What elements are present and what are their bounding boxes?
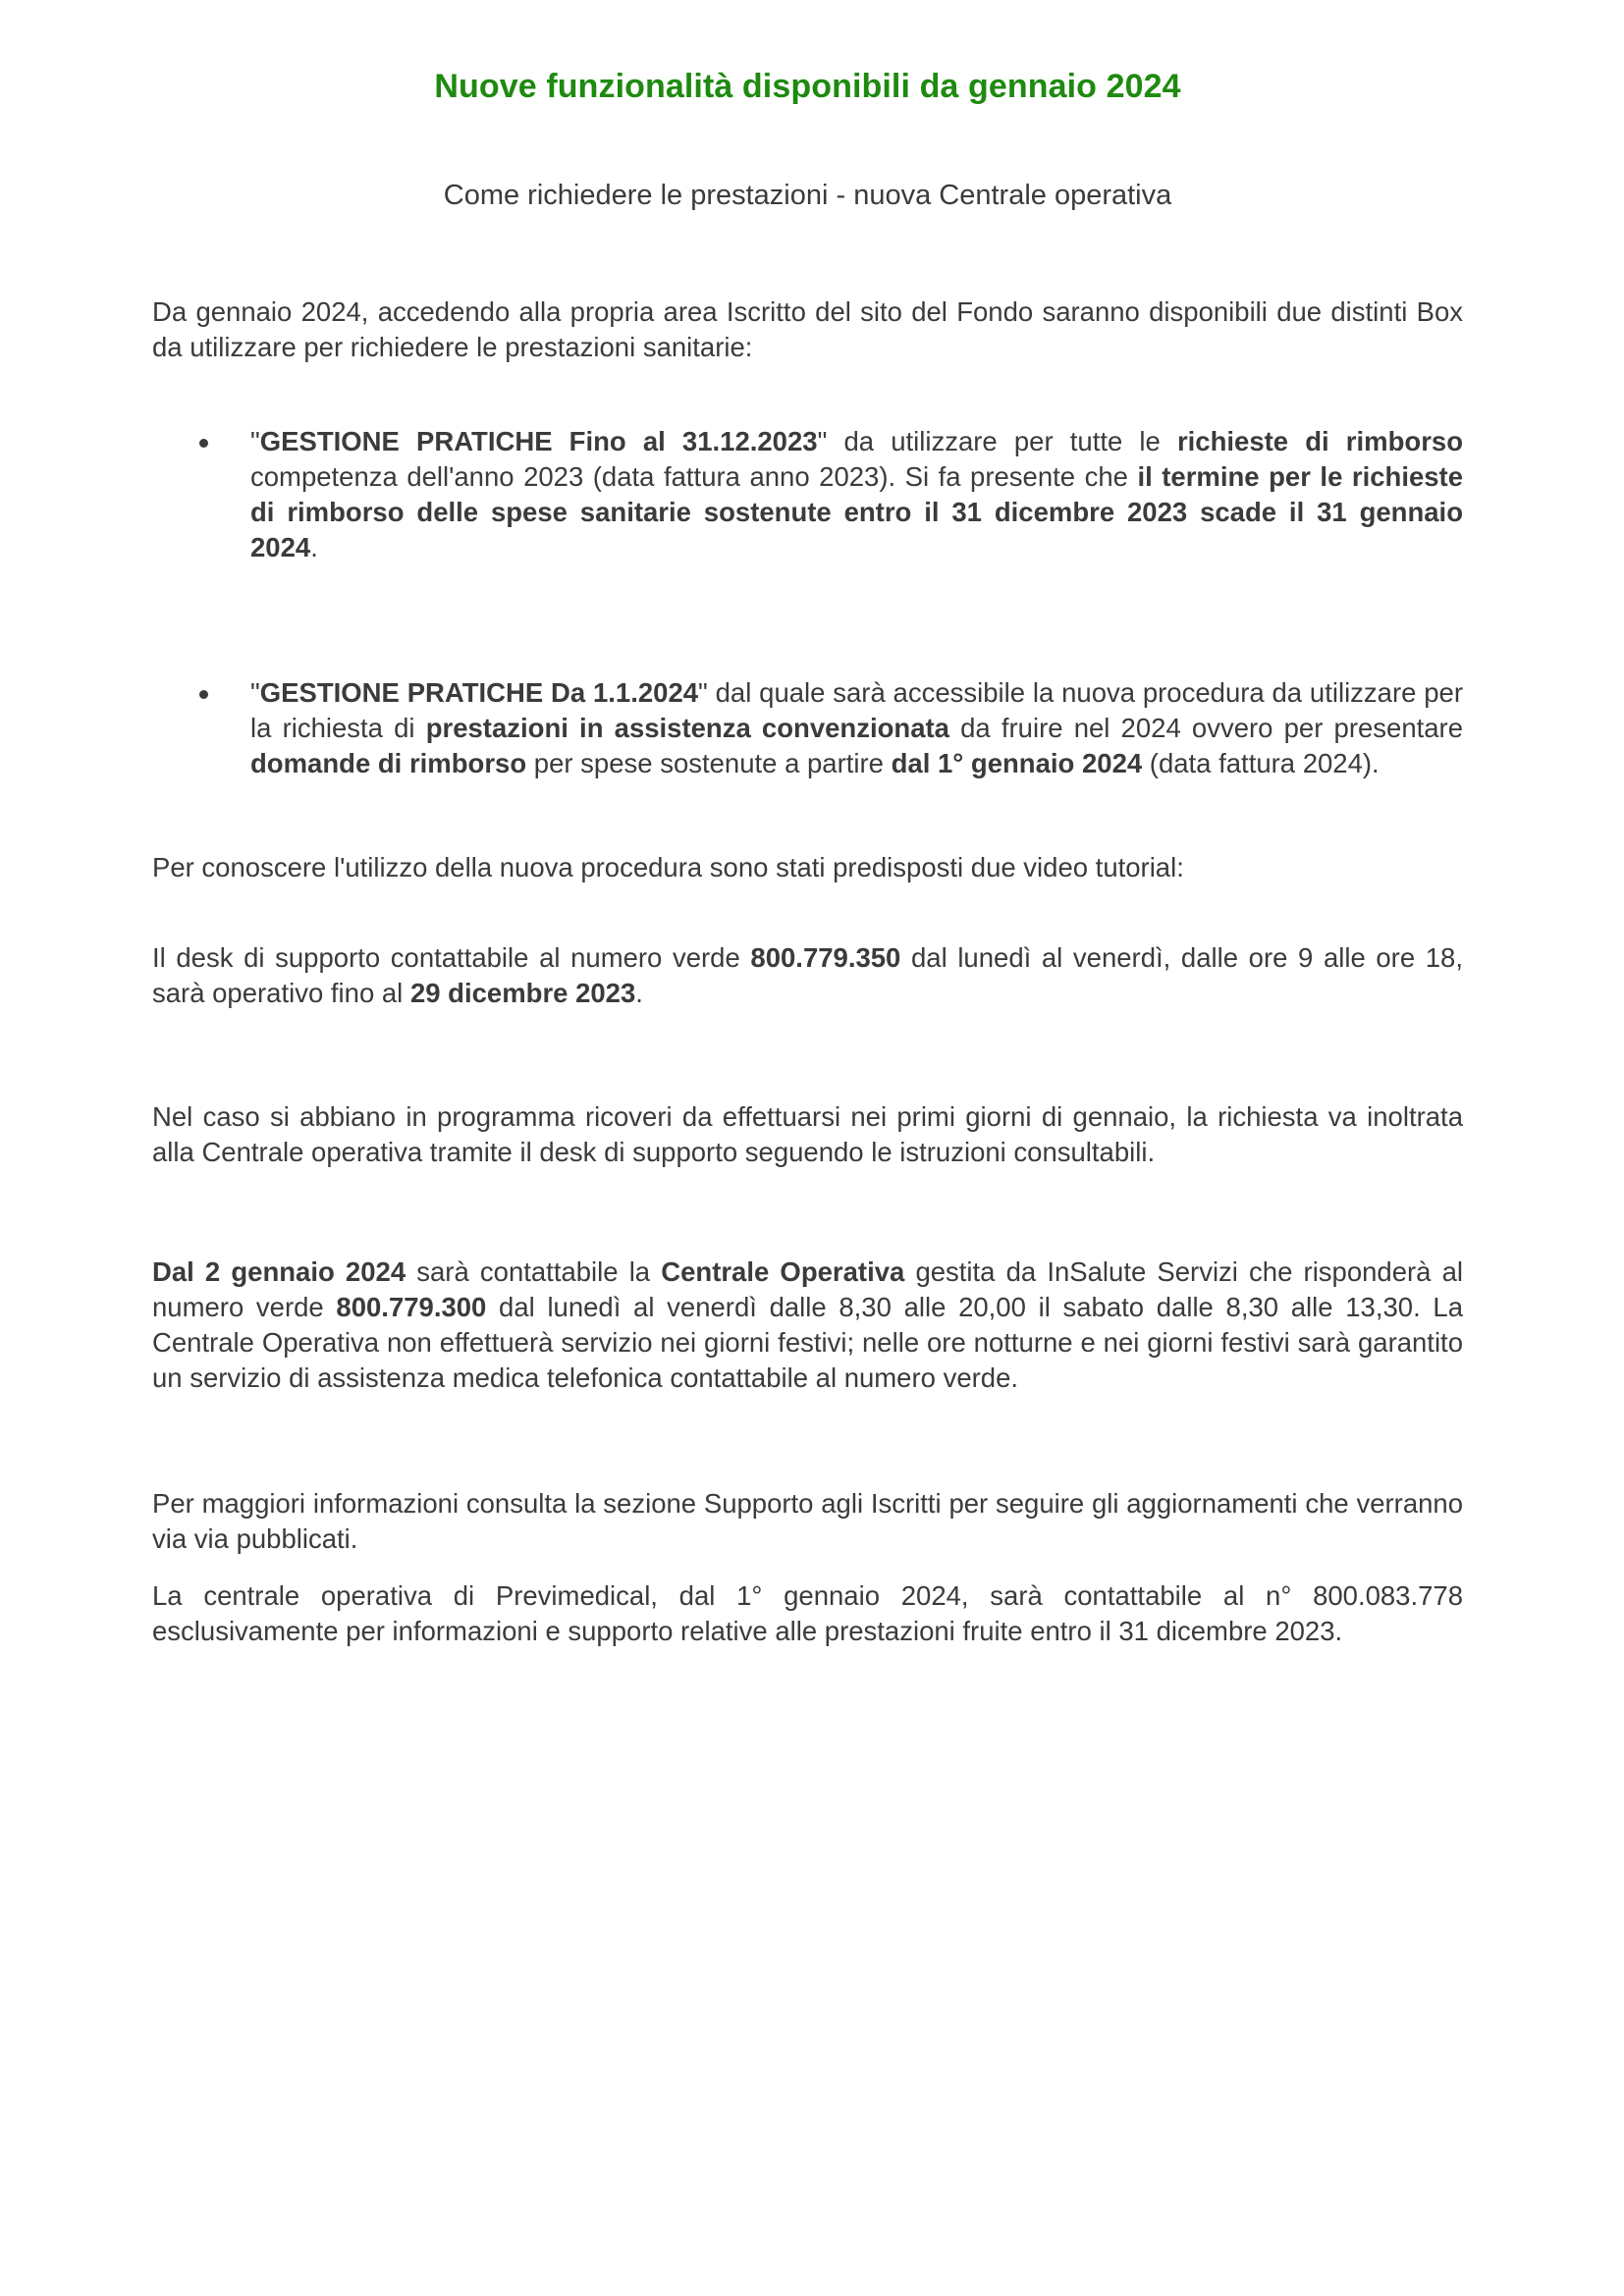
tutorial-paragraph: Per conoscere l'utilizzo della nuova procedura sono stati predisposti due video tutorial: — [152, 852, 1184, 883]
list-item-text: "GESTIONE PRATICHE Da 1.1.2024" dal quale sarà accessibile la nuova procedura da utilizzare per la richiesta di prestazioni in assistenza convenzionata da fruire nel 2024 ovvero per presentare domande di rimborso per spese sostenute a partire dal 1° gennaio 2024 (data fattura 2024). — [250, 677, 1463, 779]
bullet-dot-icon — [199, 439, 208, 448]
bullet-spacer — [152, 565, 1463, 675]
ricoveri-paragraph: Nel caso si abbiano in programma ricoveri da effettuarsi nei primi giorni di gennaio, la richiesta va inoltrata alla Centrale operativa tramite il desk di supporto seguendo le istruzioni consultabili. — [152, 1101, 1463, 1168]
page-title: Nuove funzionalità disponibili da gennaio 2024 — [434, 68, 1181, 105]
spacer — [152, 1396, 1463, 1486]
list-item — [152, 675, 1463, 781]
spacer — [152, 885, 1463, 940]
list-item — [152, 424, 1463, 565]
intro-paragraph: Da gennaio 2024, accedendo alla propria area Iscritto del sito del Fondo saranno disponibili due distinti Box da utilizzare per richiedere le prestazioni sanitarie: — [152, 296, 1463, 363]
info-paragraph: Per maggiori informazioni consulta la sezione Supporto agli Iscritti per seguire gli aggiornamenti che verranno via via pubblicati. — [152, 1488, 1463, 1555]
spacer — [152, 781, 1463, 850]
page-subtitle: Come richiedere le prestazioni - nuova Centrale operativa — [443, 179, 1172, 211]
desk-support-paragraph: Il desk di supporto contattabile al numero verde 800.779.350 dal lunedì al venerdì, dalle ore 9 alle ore 18, sarà operativo fino al 29 dicembre 2023. — [152, 942, 1463, 1009]
document-content — [152, 0, 1463, 1649]
spacer — [152, 214, 1463, 294]
spacer — [152, 1557, 1463, 1578]
centrale-operativa-paragraph: Dal 2 gennaio 2024 sarà contattabile la Centrale Operativa gestita da InSalute Servizi che risponderà al numero verde 800.779.300 dal lunedì al venerdì dalle 8,30 alle 20,00 il sabato dalle 8,30 alle 13,30. La Centrale Operativa non effettuerà servizio nei giorni festivi; nelle ore notturne e nei giorni festivi sarà garantito un servizio di assistenza medica telefonica contattabile al numero verde. — [152, 1256, 1464, 1394]
bullet-dot-icon — [199, 690, 208, 699]
spacer — [152, 1170, 1463, 1255]
spacer — [152, 565, 1463, 675]
bullet-list — [152, 424, 1463, 781]
previmedical-paragraph: La centrale operativa di Previmedical, dal 1° gennaio 2024, sarà contattabile al n° 800.083.778 esclusivamente per informazioni e supporto relative alle prestazioni fruite entro il 31 dicembre 2023. — [152, 1580, 1463, 1647]
spacer — [152, 365, 1463, 424]
list-item-text: "GESTIONE PRATICHE Fino al 31.12.2023" da utilizzare per tutte le richieste di rimborso competenza dell'anno 2023 (data fattura anno 2023). Si fa presente che il termine per le richieste di rimborso delle spese sanitarie sostenute entro il 31 dicembre 2023 scade il 31 gennaio 2024. — [250, 426, 1464, 563]
spacer — [152, 1011, 1463, 1099]
